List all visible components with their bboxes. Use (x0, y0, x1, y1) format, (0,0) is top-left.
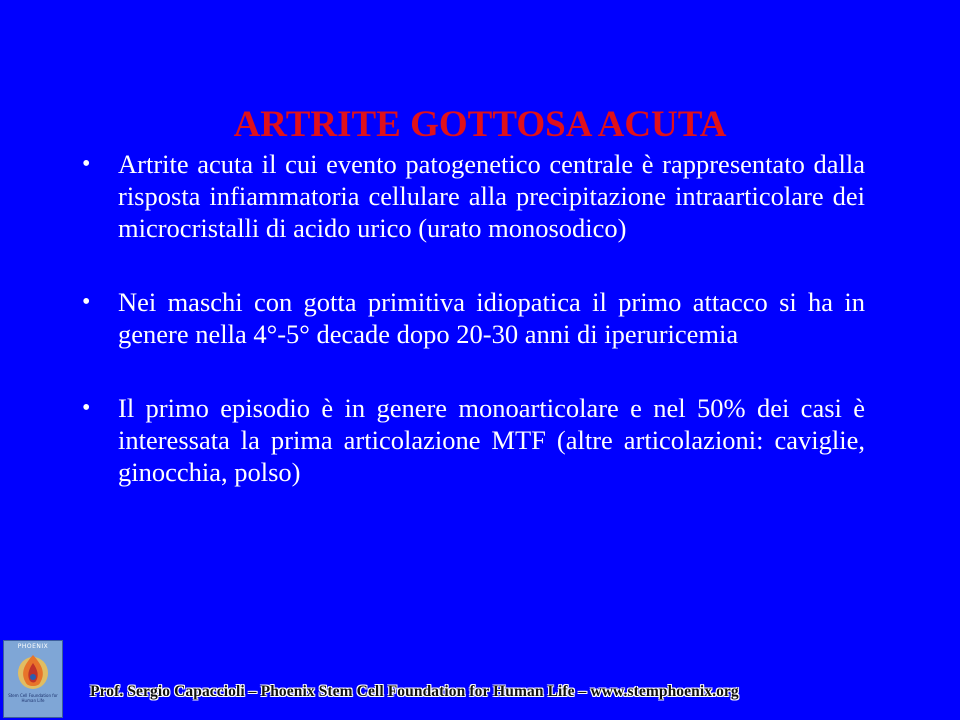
bullet-icon: • (82, 289, 91, 315)
bullet-text: Nei maschi con gotta primitiva idiopatica il primo attacco si ha in genere nella 4°-5° decade dopo 20-30 anni di iperuricemia (118, 287, 865, 349)
slide-title: ARTRITE GOTTOSA ACUTA (233, 104, 727, 145)
bullet-icon: • (82, 151, 91, 177)
bullet-icon: • (82, 395, 91, 421)
logo-word: PHOENIX (17, 643, 49, 650)
bullet-item (80, 148, 865, 244)
bullet-item (80, 392, 865, 488)
bullet-text: Artrite acuta il cui evento patogenetico centrale è rappresentato dalla risposta infiammatoria cellulare alla precipitazione intraarticolare dei microcristalli di acido urico (urato monosodico) (118, 149, 865, 243)
phoenix-logo (3, 640, 63, 718)
bullet-text: Il primo episodio è in genere monoarticolare e nel 50% dei casi è interessata la prima articolazione MTF (altre articolazioni: caviglie, ginocchia, polso) (118, 393, 865, 487)
phoenix-flame-icon (14, 651, 52, 691)
footer-credit: Prof. Sergio Capaccioli – Phoenix Stem Cell Foundation for Human Life – www.stemphoenix.org (90, 683, 739, 700)
bullet-list (80, 148, 865, 488)
bullet-item (80, 286, 865, 350)
logo-caption: Stem Cell Foundation for Human Life (8, 693, 58, 703)
